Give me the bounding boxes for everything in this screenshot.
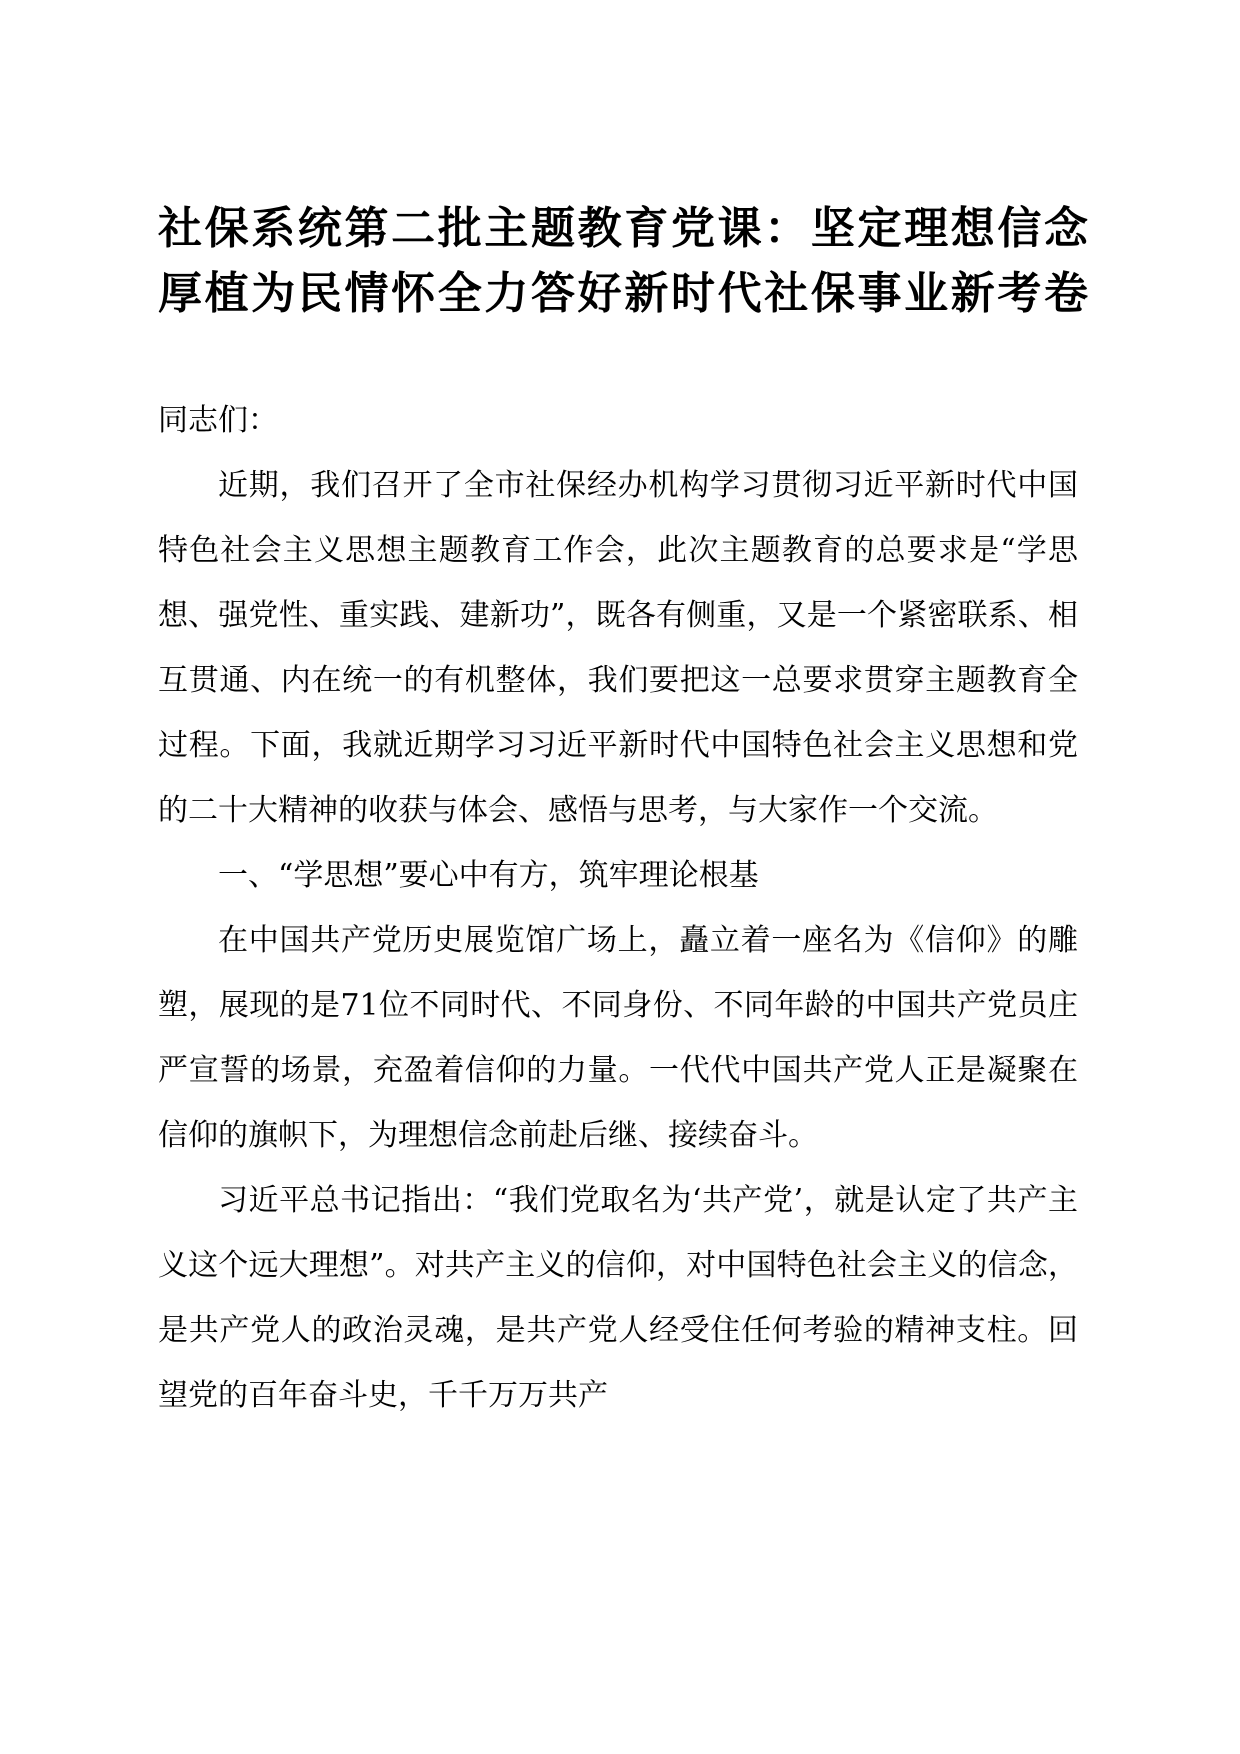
section-heading-1: 一、“学思想”要心中有方，筑牢理论根基 <box>218 858 759 893</box>
document-title <box>158 196 1088 326</box>
title-line-1: 社保系统第二批主题教育党课：坚定理想信念 <box>158 203 1088 254</box>
paragraph-sculpture: 在中国共产党历史展览馆广场上，矗立着一座名为《信仰》的雕塑，展现的是71位不同时代、不同身份、不同年龄的中国共产党员庄严宣誓的场景，充盈着信仰的力量。一代代中国共产党人正是凝聚在信仰的旗帜下，为理想信念前赴后继、接续奋斗。 <box>158 923 1078 1153</box>
paragraph-quote: 习近平总书记指出：“我们党取名为‘共产党’，就是认定了共产主义这个远大理想”。对共产主义的信仰，对中国特色社会主义的信念，是共产党人的政治灵魂，是共产党人经受住任何考验的精神支柱。回望党的百年奋斗史，千千万万共产 <box>158 1183 1078 1413</box>
document-body <box>158 388 1078 1428</box>
title-line-2: 厚植为民情怀全力答好新时代社保事业新考卷 <box>158 268 1088 319</box>
paragraph-intro: 近期，我们召开了全市社保经办机构学习贯彻习近平新时代中国特色社会主义思想主题教育工作会，此次主题教育的总要求是“学思想、强党性、重实践、建新功”，既各有侧重，又是一个紧密联系、相互贯通、内在统一的有机整体，我们要把这一总要求贯穿主题教育全过程。下面，我就近期学习习近平新时代中国特色社会主义思想和党的二十大精神的收获与体会、感悟与思考，与大家作一个交流。 <box>158 468 1078 828</box>
salutation: 同志们： <box>158 403 278 438</box>
